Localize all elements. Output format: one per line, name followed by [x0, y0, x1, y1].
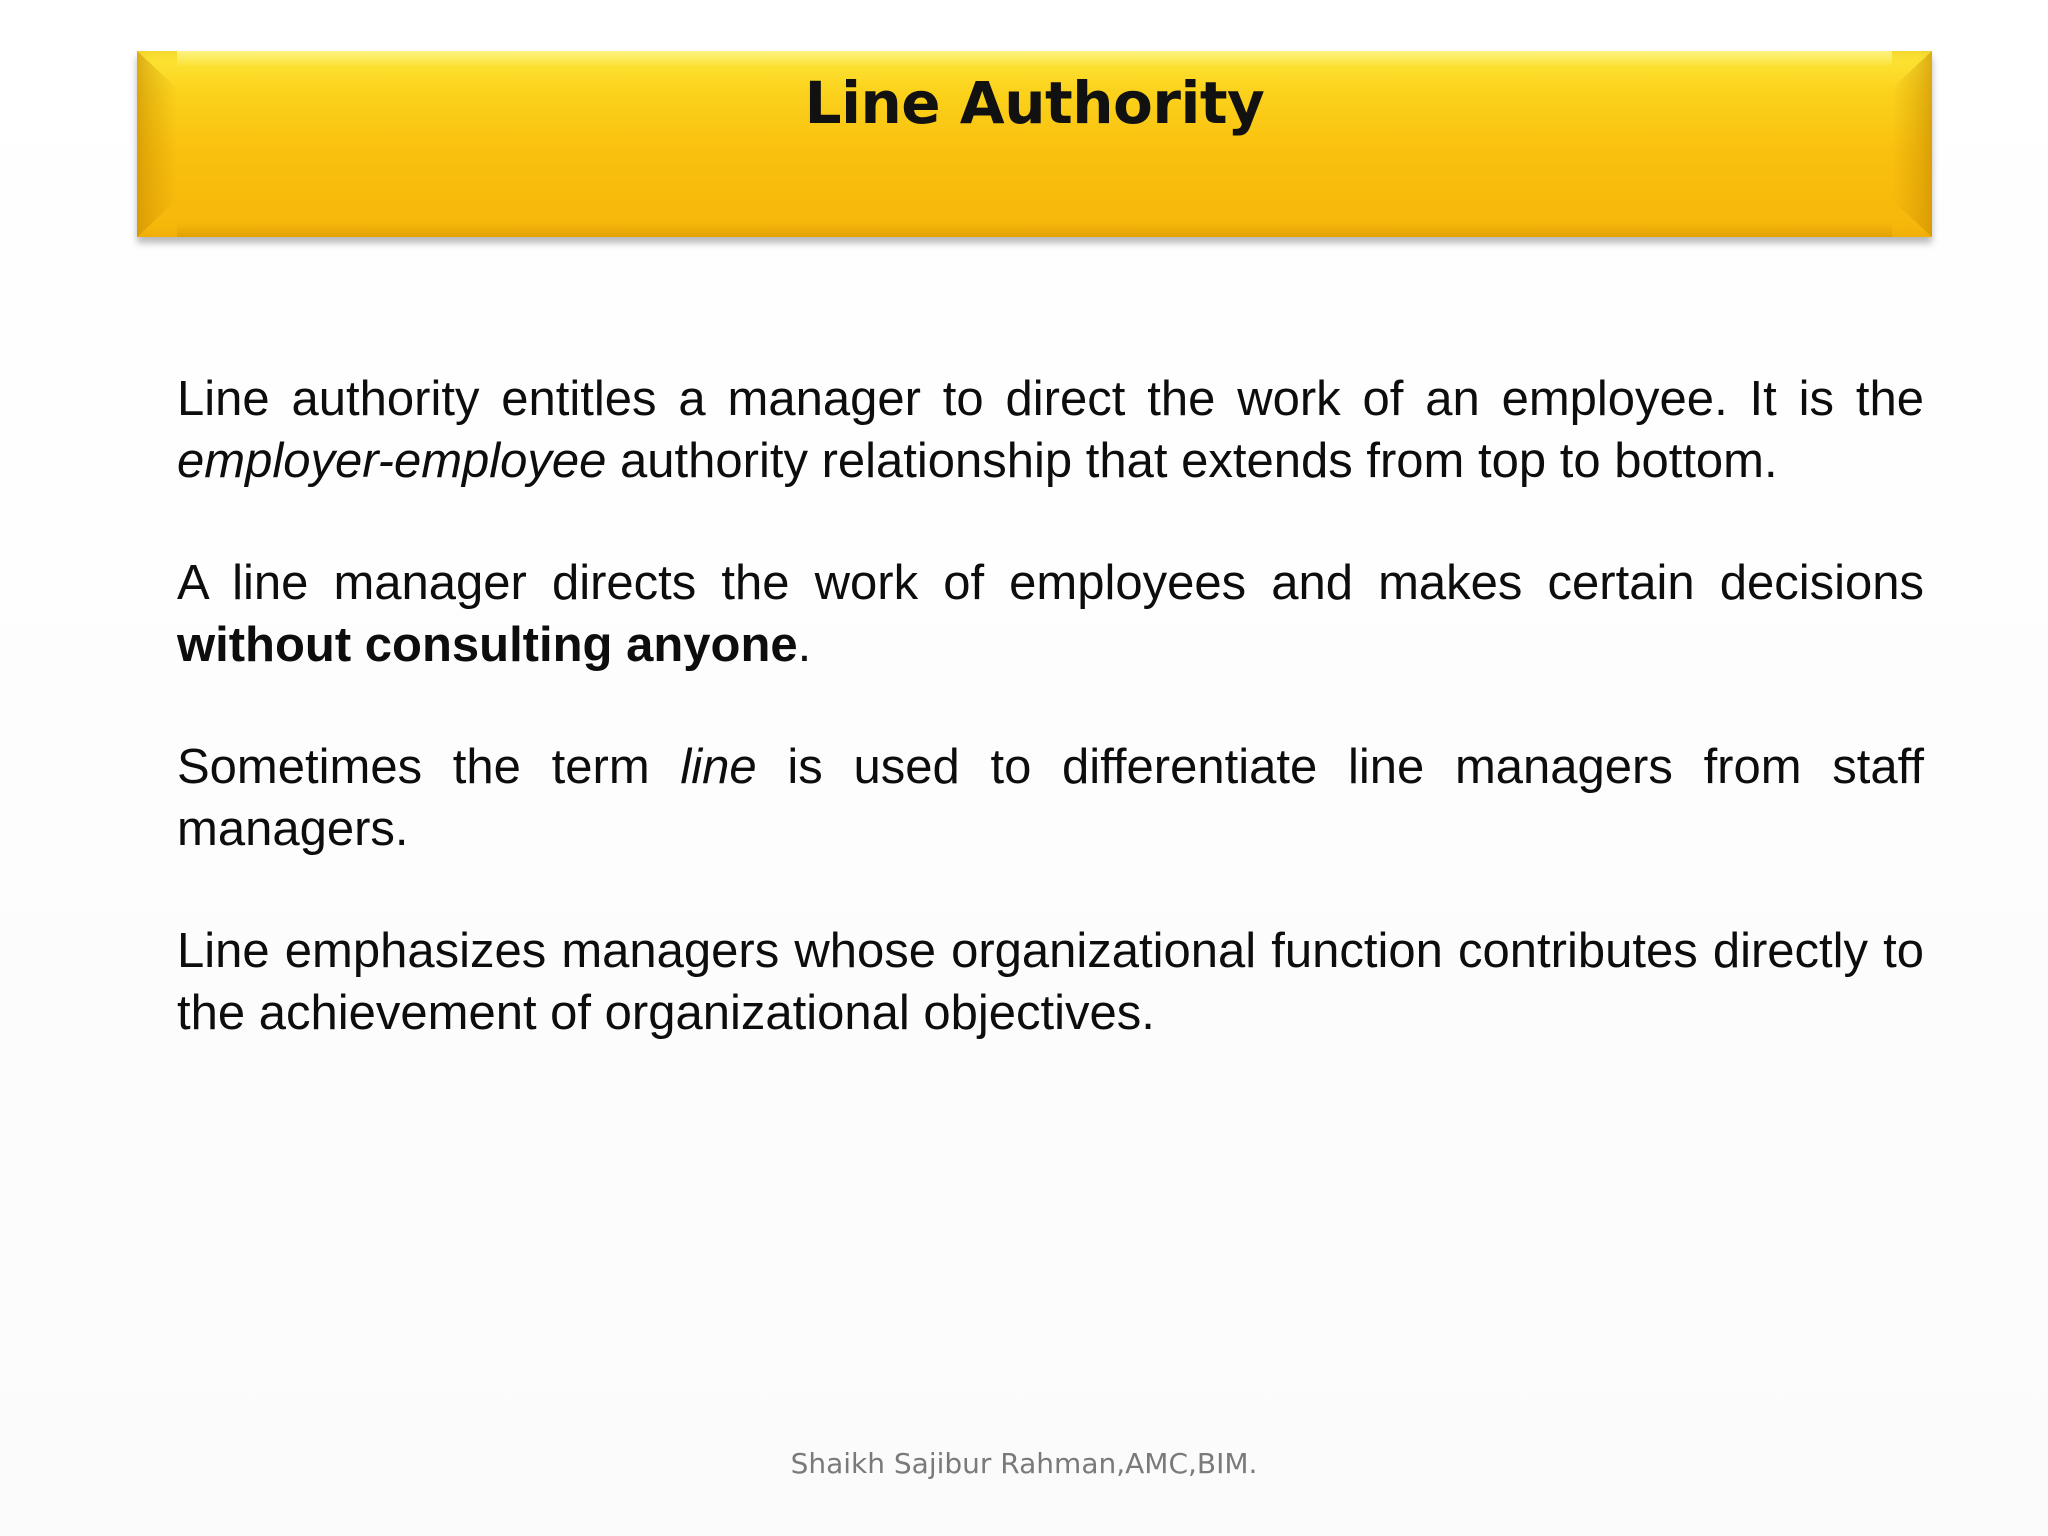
paragraph-2-bold-phrase: without consulting anyone: [177, 618, 798, 672]
paragraph-2-text-1: A line manager directs the work of employees and makes certain decisions: [177, 556, 1924, 610]
paragraph-3-italic-term: line: [680, 740, 757, 794]
title-banner: [137, 51, 1932, 237]
paragraph-1-italic-term: employer-employee: [177, 434, 607, 488]
paragraph-3: [177, 736, 1924, 860]
paragraph-1-text-2: authority relationship that extends from top to bottom.: [606, 434, 1778, 488]
slide-body: [177, 368, 1924, 1104]
paragraph-4: [177, 920, 1924, 1044]
paragraph-4-text-1: Line emphasizes managers whose organizational function contributes directly to the achievement of organizational objectives.: [177, 924, 1924, 1040]
slide-footer: Shaikh Sajibur Rahman,AMC,BIM.: [790, 1447, 1258, 1480]
paragraph-2-text-2: .: [797, 618, 812, 672]
banner-bevel-top: [177, 51, 1892, 67]
paragraph-1: [177, 368, 1924, 492]
paragraph-3-text-1: Sometimes the term: [177, 740, 681, 794]
paragraph-2: [177, 552, 1924, 676]
slide-title: Line Authority: [804, 69, 1265, 137]
banner-bevel-bottom: [177, 223, 1892, 237]
paragraph-3-text-2: is used to differentiate line managers from staff managers.: [177, 740, 1925, 856]
paragraph-1-text-1: Line authority entitles a manager to direct the work of an employee. It is the: [177, 372, 1924, 426]
